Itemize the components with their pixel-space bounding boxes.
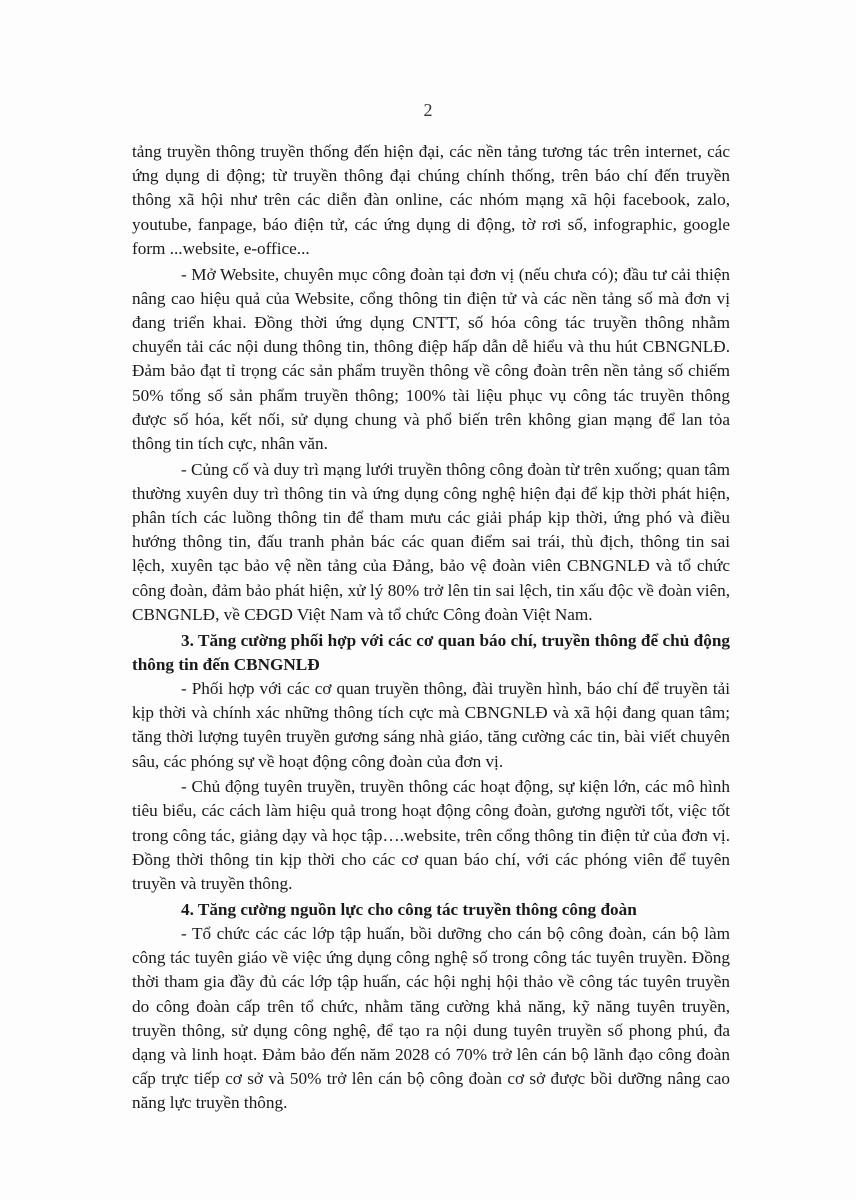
paragraph-press-coordination: - Phối hợp với các cơ quan truyền thông, đài truyền hình, báo chí để truyền tải kịp thời và chính xác những thông tích cực mà CBNGNLĐ và xã hội đang quan tâm; tăng thời lượng tuyên truyền gương sáng nhà giáo, tăng cường các tin, bài viết chuyên sâu, các phóng sự về hoạt động công đoàn của đơn vị. (132, 678, 730, 771)
paragraph-website: - Mở Website, chuyên mục công đoàn tại đơn vị (nếu chưa có); đầu tư cải thiện nâng cao hiệu quả của Website, cổng thông tin điện tử và các nền tảng số mà đơn vị đang triển khai. Đồng thời ứng dụng CNTT, số hóa công tác truyền thông nhằm chuyển tải các nội dung thông tin, thông điệp hấp dẫn dễ hiểu và thu hút CBNGNLĐ. Đảm bảo đạt tỉ trọng các sản phẩm truyền thông về công đoàn trên nền tảng số chiếm 50% tổng số sản phẩm truyền thông; 100% tài liệu phục vụ công tác truyền thông được số hóa, kết nối, sử dụng chung và phổ biến trên không gian mạng để lan tỏa thông tin tích cực, nhân văn. (132, 264, 730, 453)
paragraph-network: - Củng cố và duy trì mạng lưới truyền thông công đoàn từ trên xuống; quan tâm thường xuyên duy trì thông tin và ứng dụng công nghệ hiện đại để kịp thời phát hiện, phân tích các luồng thông tin để tham mưu các giải pháp kịp thời, ứng phó và điều hướng thông tin, đấu tranh phản bác các quan điểm sai trái, thù địch, thông tin sai lệch, xuyên tạc bảo vệ nền tảng của Đảng, bảo vệ đoàn viên CBNGNLĐ và tổ chức công đoàn, đảm bảo phát hiện, xử lý 80% trở lên tin sai lệch, tin xấu độc về đoàn viên, CBNGNLĐ, về CĐGD Việt Nam và tổ chức Công đoàn Việt Nam. (132, 459, 730, 624)
paragraph-training: - Tổ chức các các lớp tập huấn, bồi dưỡng cho cán bộ công đoàn, cán bộ làm công tác tuyên giáo về việc ứng dụng công nghệ số trong công tác tuyên truyền. Đồng thời tham gia đầy đủ các lớp tập huấn, các hội nghị hội thảo về công tác tuyên truyền do công đoàn cấp trên tổ chức, nhằm tăng cường khả năng, kỹ năng tuyên truyền, truyền thông, sử dụng công nghệ, để tạo ra nội dung tuyên truyền số phong phú, đa dạng và linh hoạt. Đảm bảo đến năm 2028 có 70% trở lên cán bộ lãnh đạo công đoàn cấp trực tiếp cơ sở và 50% trở lên cán bộ công đoàn cơ sở được bồi dưỡng nâng cao năng lực truyền thông. (132, 924, 730, 1113)
paragraph-intro-continuation: tảng truyền thông truyền thống đến hiện đại, các nền tảng tương tác trên internet, các ứng dụng di động; từ truyền thông đại chúng chính thống, trên báo chí đến truyền thông xã hội như trên các diễn đàn online, các nhóm mạng xã hội facebook, zalo, youtube, fanpage, báo điện tử, các ứng dụng di động, tờ rơi số, infographic, google form ...website, e-office... (132, 142, 730, 258)
section-heading-4: 4. Tăng cường nguồn lực cho công tác truyền thông công đoàn (181, 899, 637, 919)
page-number: 2 (423, 100, 433, 120)
paragraph-proactive-communication: - Chủ động tuyên truyền, truyền thông các hoạt động, sự kiện lớn, các mô hình tiêu biểu, các cách làm hiệu quả trong hoạt động công đoàn, gương người tốt, việc tốt trong công tác, giảng dạy và học tập….website, trên cổng thông tin điện tử của đơn vị. Đồng thời thông tin kịp thời cho các cơ quan báo chí, với các phóng viên để tuyên truyền và truyền thông. (132, 777, 730, 894)
section-heading-3: 3. Tăng cường phối hợp với các cơ quan báo chí, truyền thông để chủ động thông tin đến CBNGNLĐ (132, 630, 730, 674)
document-body (132, 140, 730, 1117)
